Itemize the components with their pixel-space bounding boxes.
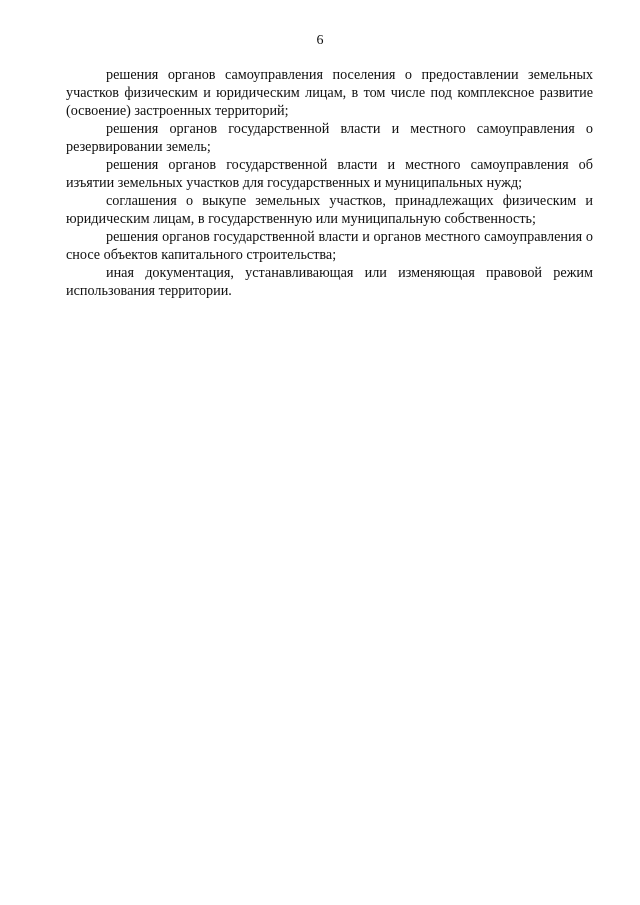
paragraph-land-buyout-agreements: соглашения о выкупе земельных участков, принадлежащих физическим и юридическим лицам, в государственную или муниципальную собственность; — [66, 193, 593, 227]
page-number: 6 — [316, 33, 324, 48]
paragraph-demolition-decisions: решения органов государственной власти и органов местного самоуправления о сносе объектов капитального строительства; — [66, 229, 593, 263]
paragraph-other-documentation: иная документация, устанавливающая или изменяющая правовой режим использования территории. — [66, 265, 593, 299]
paragraph-land-reservation-decisions: решения органов государственной власти и местного самоуправления о резервировании земель; — [66, 121, 593, 155]
paragraph-land-provision-decisions: решения органов самоуправления поселения о предоставлении земельных участков физическим и юридическим лицам, в том числе под комплексное развитие (освоение) застроенных территорий; — [66, 67, 593, 119]
document-body — [66, 66, 593, 300]
paragraph-land-seizure-decisions: решения органов государственной власти и местного самоуправления об изъятии земельных участков для государственных и муниципальных нужд; — [66, 157, 593, 191]
